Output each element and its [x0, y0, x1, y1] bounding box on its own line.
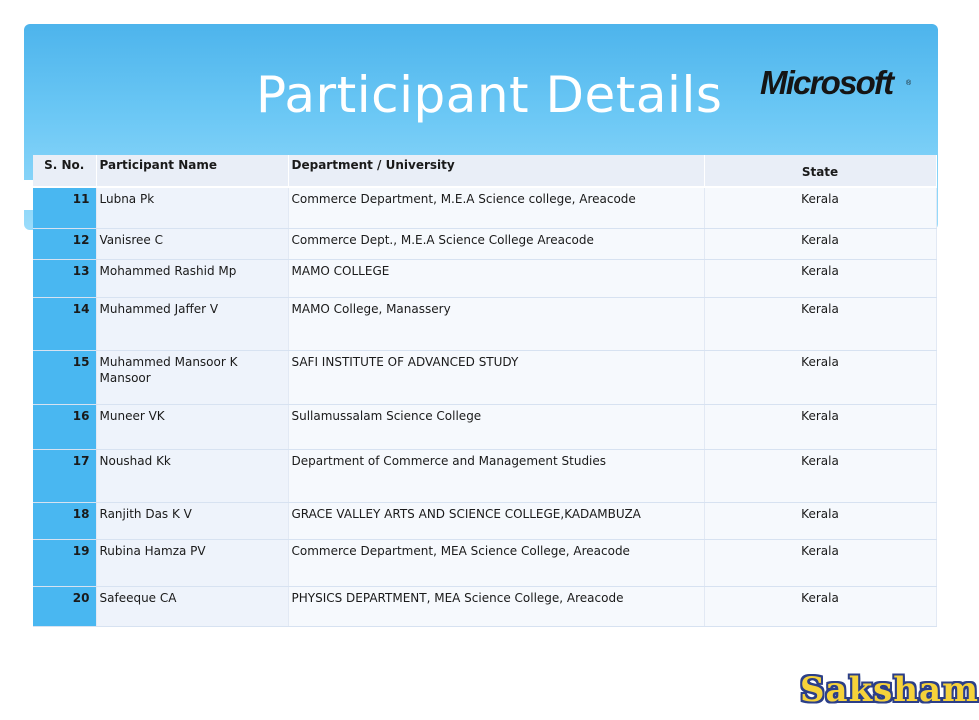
cell-department: MAMO College, Manassery	[288, 297, 704, 350]
cell-participant-name: Lubna Pk	[96, 187, 288, 228]
cell-participant-name: Ranjith Das K V	[96, 502, 288, 539]
cell-department: Sullamussalam Science College	[288, 404, 704, 449]
cell-state: Kerala	[704, 539, 936, 586]
cell-sno: 16	[33, 404, 96, 449]
cell-state: Kerala	[704, 449, 936, 502]
cell-state: Kerala	[704, 228, 936, 259]
cell-department: Commerce Department, M.E.A Science college, Areacode	[288, 187, 704, 228]
table-row	[33, 259, 936, 297]
cell-state: Kerala	[704, 404, 936, 449]
cell-participant-name: Muneer VK	[96, 404, 288, 449]
cell-sno: 12	[33, 228, 96, 259]
table-row	[33, 539, 936, 586]
table-row	[33, 297, 936, 350]
cell-sno: 14	[33, 297, 96, 350]
header-department: Department / University	[288, 155, 704, 187]
cell-participant-name: Muhammed Jaffer V	[96, 297, 288, 350]
cell-sno: 20	[33, 586, 96, 626]
table-row	[33, 449, 936, 502]
table-row	[33, 404, 936, 449]
saksham-logo: Saksham	[800, 670, 979, 710]
participants-table	[33, 155, 937, 627]
cell-participant-name: Safeeque CA	[96, 586, 288, 626]
table-row	[33, 586, 936, 626]
cell-participant-name: Mohammed Rashid Mp	[96, 259, 288, 297]
slide-title: Participant Details	[256, 66, 723, 124]
table-row	[33, 350, 936, 404]
table-row	[33, 502, 936, 539]
cell-state: Kerala	[704, 586, 936, 626]
cell-department: Department of Commerce and Management Studies	[288, 449, 704, 502]
header-state: State	[704, 155, 936, 187]
cell-participant-name: Noushad Kk	[96, 449, 288, 502]
cell-department: SAFI INSTITUTE OF ADVANCED STUDY	[288, 350, 704, 404]
registered-mark: ®	[906, 80, 912, 87]
cell-state: Kerala	[704, 350, 936, 404]
header-participant-name: Participant Name	[96, 155, 288, 187]
cell-department: GRACE VALLEY ARTS AND SCIENCE COLLEGE,KADAMBUZA	[288, 502, 704, 539]
cell-participant-name: Vanisree C	[96, 228, 288, 259]
cell-sno: 18	[33, 502, 96, 539]
cell-sno: 13	[33, 259, 96, 297]
cell-state: Kerala	[704, 259, 936, 297]
cell-department: MAMO COLLEGE	[288, 259, 704, 297]
microsoft-logo: Microsoft	[760, 64, 893, 101]
header-sno: S. No.	[33, 155, 96, 187]
cell-participant-name: Rubina Hamza PV	[96, 539, 288, 586]
cell-department: Commerce Dept., M.E.A Science College Areacode	[288, 228, 704, 259]
table-header-row	[33, 155, 936, 187]
cell-department: Commerce Department, MEA Science College, Areacode	[288, 539, 704, 586]
cell-state: Kerala	[704, 187, 936, 228]
cell-sno: 19	[33, 539, 96, 586]
table-row	[33, 228, 936, 259]
cell-sno: 15	[33, 350, 96, 404]
cell-state: Kerala	[704, 297, 936, 350]
cell-participant-name: Muhammed Mansoor K Mansoor	[96, 350, 288, 404]
cell-sno: 11	[33, 187, 96, 228]
cell-department: PHYSICS DEPARTMENT, MEA Science College, Areacode	[288, 586, 704, 626]
cell-sno: 17	[33, 449, 96, 502]
table-row	[33, 187, 936, 228]
cell-state: Kerala	[704, 502, 936, 539]
